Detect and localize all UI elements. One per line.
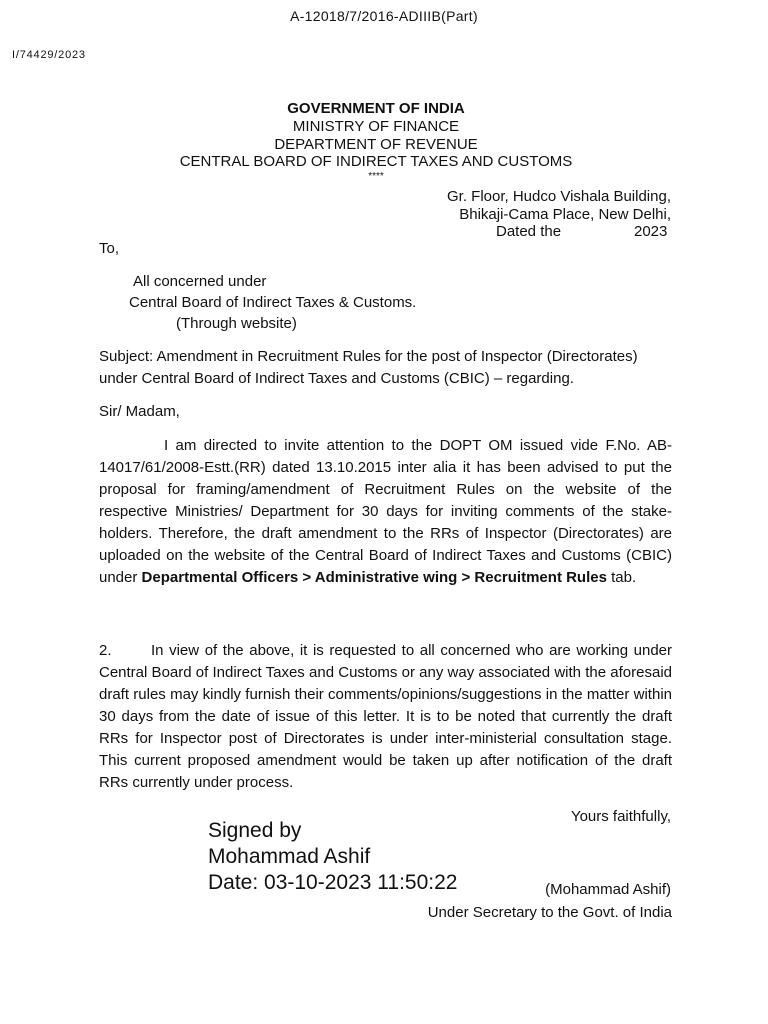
- digital-signature-block: [208, 818, 457, 896]
- file-number: A-12018/7/2016-ADIIIB(Part): [290, 8, 478, 24]
- salutation: Sir/ Madam,: [99, 403, 180, 420]
- paragraph-2: [99, 640, 672, 794]
- letterhead-government: GOVERNMENT OF INDIA: [287, 100, 465, 117]
- recipient-line-3: (Through website): [176, 315, 297, 332]
- signatory-name: (Mohammad Ashif): [545, 881, 671, 898]
- signature-name: Mohammad Ashif: [208, 845, 371, 868]
- recipient-to: To,: [99, 240, 120, 257]
- signatory-designation: Under Secretary to the Govt. of India: [427, 904, 672, 921]
- letterhead-board: CENTRAL BOARD OF INDIRECT TAXES AND CUSTOMS: [179, 153, 573, 170]
- paragraph-1-text: I am directed to invite attention to the DOPT OM issued vide F.No. AB-14017/61/2008-Estt.(RR) dated 13.10.2015 inter alia it has been advised to put the proposal for framing/amendment of Recruitment Rules on the website of the respective Ministries/ Department for 30 days for inviting comments of the stake-holders. Therefore, the draft amendment to the RRs of Inspector (Directorates) are uploaded on the website of the Central Board of Indirect Taxes and Customs (CBIC) under: [99, 437, 672, 586]
- paragraph-2-number: 2.: [99, 642, 112, 659]
- website-path: Departmental Officers > Administrative wing > Recruitment Rules: [141, 569, 607, 586]
- dated-label: Dated the: [496, 223, 562, 240]
- subject-line-1: Subject: Amendment in Recruitment Rules for the post of Inspector (Directorates): [99, 348, 638, 365]
- signature-signed-by: Signed by: [208, 819, 302, 842]
- address-line-1: Gr. Floor, Hudco Vishala Building,: [446, 188, 671, 205]
- letterhead-separator: ****: [368, 171, 384, 182]
- yours-faithfully: Yours faithfully,: [570, 808, 671, 825]
- signature-date: Date: 03-10-2023 11:50:22: [208, 871, 458, 894]
- recipient-line-2: Central Board of Indirect Taxes & Customs.: [129, 294, 417, 311]
- letterhead-department: DEPARTMENT OF REVENUE: [274, 136, 478, 153]
- receipt-number: I/74429/2023: [12, 49, 86, 61]
- letterhead-ministry: MINISTRY OF FINANCE: [292, 118, 460, 135]
- paragraph-1: [99, 435, 672, 589]
- address-line-2: Bhikaji-Cama Place, New Delhi,: [459, 206, 671, 223]
- dated-year: 2023: [634, 223, 668, 240]
- paragraph-2-text: In view of the above, it is requested to all concerned who are working under Central Board of Indirect Taxes and Customs or any way associated with the aforesaid draft rules may kindly furnish their comments/opinions/suggestions in the matter within 30 days from the date of issue of this letter. It is to be noted that currently the draft RRs for Inspector post of Directorates is under inter-ministerial consultation stage. This current proposed amendment would be taken up after notification of the draft RRs currently under process.: [99, 642, 672, 791]
- paragraph-1-tail: tab.: [606, 569, 637, 586]
- subject-line-2: under Central Board of Indirect Taxes and Customs (CBIC) – regarding.: [99, 370, 574, 387]
- recipient-line-1: All concerned under: [133, 273, 267, 290]
